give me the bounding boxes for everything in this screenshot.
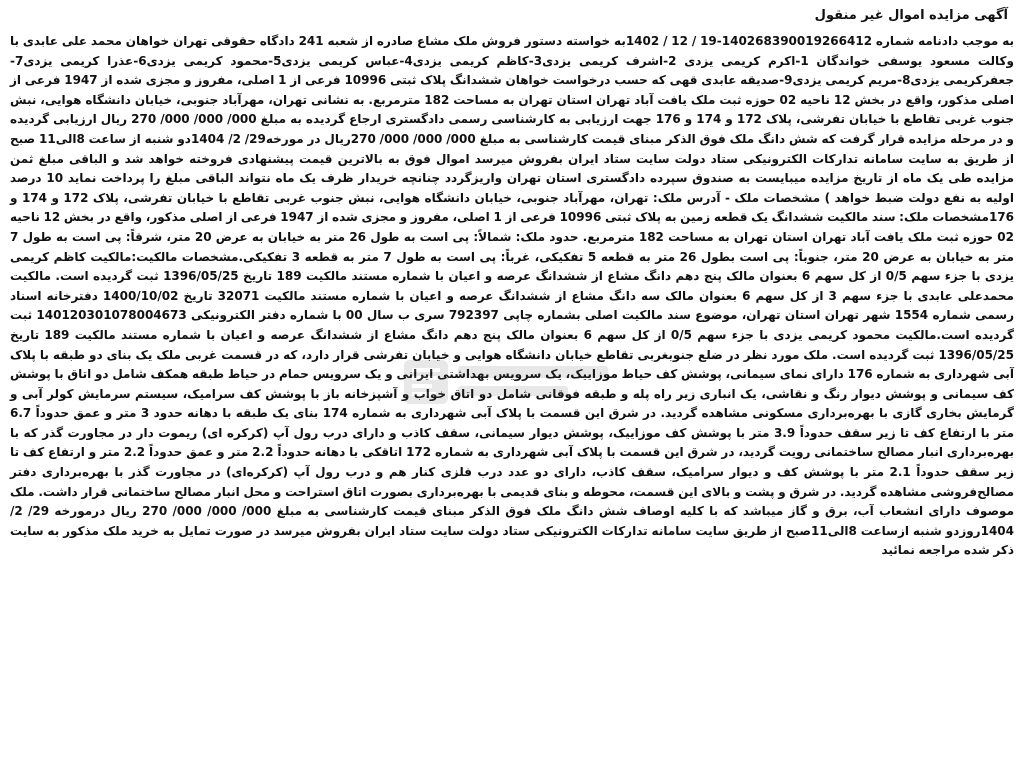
notice-title: آگهی مزایده اموال غیر منقول xyxy=(814,8,1008,23)
notice-body: به موجب دادنامه شماره 140268390019266412-19 / 12 / 1402به خواسته دستور فروش ملک مشاع صادره از شعبه 241 دادگاه حقوقی تهران خواهان محمد علی عابدی با وکالت مسعود یوسفی خواندگان 1-اکرم کریمی یزدی 2-اشرف کریمی یزدی3-کاظم کریمی یزدی4-عباس کریمی یزدی5-محمود کریمی یزدی6-عذرا کریمی یزدی7-جعفرکریمی یزدی8-مریم کریمی یزدی9-صدیقه عابدی قهی که حسب درخواست خواهان ششدانگ پلاک ثبتی 10996 فرعی از 1 اصلی، مفروز و مجزی شده از 1947 فرعی از اصلی مذکور، واقع در بخش 12 ناحیه 02 حوزه ثبت ملک یافت آباد تهران استان تهران به مساحت 182 مترمربع. به نشانی تهران، مهرآباد جنوبی، خیابان دانشگاه هوایی، نبش جنوب غربی تقاطع با خیابان تفرشی، پلاک 172 و 174 و 176 جهت ارزیابی به کارشناسی رسمی دادگستری ارجاع گردیده به مبلغ 000/ 000/ 000/ 270 ریال ارزیابی گردیده و در مرحله مزایده قرار گرفت که شش دانگ ملک فوق الذکر مبنای قیمت کارشناسی به مبلغ 000/ 000/ 000/ 270ریال در مورخه29/ 2/ 1404دو شنبه از ساعت 8الی11 صبح از طریق به سایت سامانه تدارکات الکترونیکی ستاد دولت سایت ستاد ایران بفروش میرسد اموال فوق به بالاترین قیمت پیشنهادی فروخته خواهد شد و الباقی مبلغ ثمن مزایده طی یک ماه از تاریخ مزایده میبایست به صندوق سپرده دادگستری استان تهران واریزگردد چنانچه خریدار ظرف یک ماه نتواند الباقی مبلغ را پرداخت نماید 10 درصد اولیه به نفع دولت ضبط خواهد ) مشخصات ملک - آدرس ملک: تهران، مهرآباد جنوبی، خیابان دانشگاه هوایی، نبش جنوب غربی تقاطع با خیابان تفرشی، پلاک 172 و 174 و 176مشخصات ملک: سند مالکیت ششدانگ یک قطعه زمین به پلاک ثبتی 10996 فرعی از 1 اصلی، مفروز و مجزی شده از 1947 فرعی از اصلی مذکور، واقع در بخش 12 ناحیه 02 حوزه ثبت ملک یافت آباد تهران استان تهران به مساحت 182 مترمربع. حدود ملک: شمالاً: پی است به طول 26 متر به خیابان به عرض 20 متر، شرقاً: پی است به طول 7 متر به خیابان به عرض 20 متر، جنوباً: پی است بطول 26 متر به قطعه 5 تفکیکی، غرباً: پی است به طول 7 متر به قطعه 3 تفکیکی.مشخصات مالکیت:مالکیت کاظم کریمی یزدی با جزء سهم 0/5 از کل سهم 6 بعنوان مالک پنج دهم دانگ مشاع از ششدانگ عرصه و اعیان با شماره مستند مالکیت 189 تاریخ 1396/05/25 ثبت گردیده است. مالکیت محمدعلی عابدی با جزء سهم 3 از کل سهم 6 بعنوان مالک سه دانگ مشاع از ششدانگ عرصه و اعیان با شماره مستند مالکیت 32071 تاریخ 1400/10/02 دفترخانه اسناد رسمی شماره 1554 شهر تهران استان تهران، موضوع سند مالکیت اصلی بشماره چاپی 792397 سری ب سال 00 با شماره دفتر الکترونیکی 140120301078004673 ثبت گردیده است.مالکیت محمود کریمی یزدی با جزء سهم 0/5 از کل سهم 6 بعنوان مالک پنج دهم دانگ مشاع از ششدانگ عرصه و اعیان با شماره مستند مالکیت 189 تاریخ 1396/05/25 ثبت گردیده است. ملک مورد نظر در ضلع جنوبغربی تقاطع خیابان دانشگاه هوایی و خیابان تفرشی قرار دارد، که در قسمت غربی ملک یک بنای دو طبقه با پلاک آبی شهرداری به شماره 176 دارای نمای سیمانی، پوشش کف حیاط موزاییک، یک سرویس بهداشتی ایرانی و یک سرویس حمام در حیاط طبقه همکف شامل دو اتاق با پوشش کف سیمانی و پوشش دیوار رنگ و نقاشی، یک انباری زیر راه پله و طبقه فوقانی شامل دو اتاق خواب و آشپزخانه باز با پوشش کف سرامیک، سیستم سرمایش کولر آبی و گرمایش بخاری گازی با بهره‌برداری مسکونی مشاهده گردید. در شرق این قسمت با پلاک آبی شهرداری به شماره 174 بنای یک طبقه با دهانه حدود 3 متر و عمق حدوداً 6.7 متر با ارتفاع کف تا زیر سقف حدوداً 3.9 متر با پوشش کف موزاییک، پوشش دیوار سیمانی، سقف کاذب و دارای درب رول آپ (کرکره ای) ریموت دار در مجاورت گذر که با بهره‌برداری انبار مصالح ساختمانی رویت گردید، در شرق این قسمت با پلاک آبی شهرداری به شماره 172 اتاقکی با دهانه حدوداً 2.2 متر و عمق حدوداً 2.2 متر و ارتفاع کف تا زیر سقف حدوداً 2.1 متر با پوشش کف و دیوار سرامیک، سقف کاذب، دارای دو عدد درب فلزی کنار هم و درب رول آپ (کرکره‌ای) در مجاورت گذر با بهره‌برداری دفتر مصالح‌فروشی مشاهده گردید. در شرق و پشت و بالای این قسمت، محوطه و بنای قدیمی با بهره‌برداری بصورت اتاق استراحت و محل انبار مصالح ساختمانی قرار داشت. ملک موصوف دارای انشعاب آب، برق و گاز میباشد که با کلیه اوصاف شش دانگ ملک فوق الذکر مبنای قیمت کارشناسی به مبلغ 000/ 000/ 000/ 270 ریال درمورخه 29/ 2/ 1404روزدو شنبه ازساعت 8الی11صبح از طریق سایت سامانه تدارکات الکترونیکی ستاد دولت سایت ستاد ایران بفروش میرسد در صورت تمایل به خرید ملک مذکور به سایت ذکر شده مراجعه نمائید xyxy=(10,34,1015,558)
